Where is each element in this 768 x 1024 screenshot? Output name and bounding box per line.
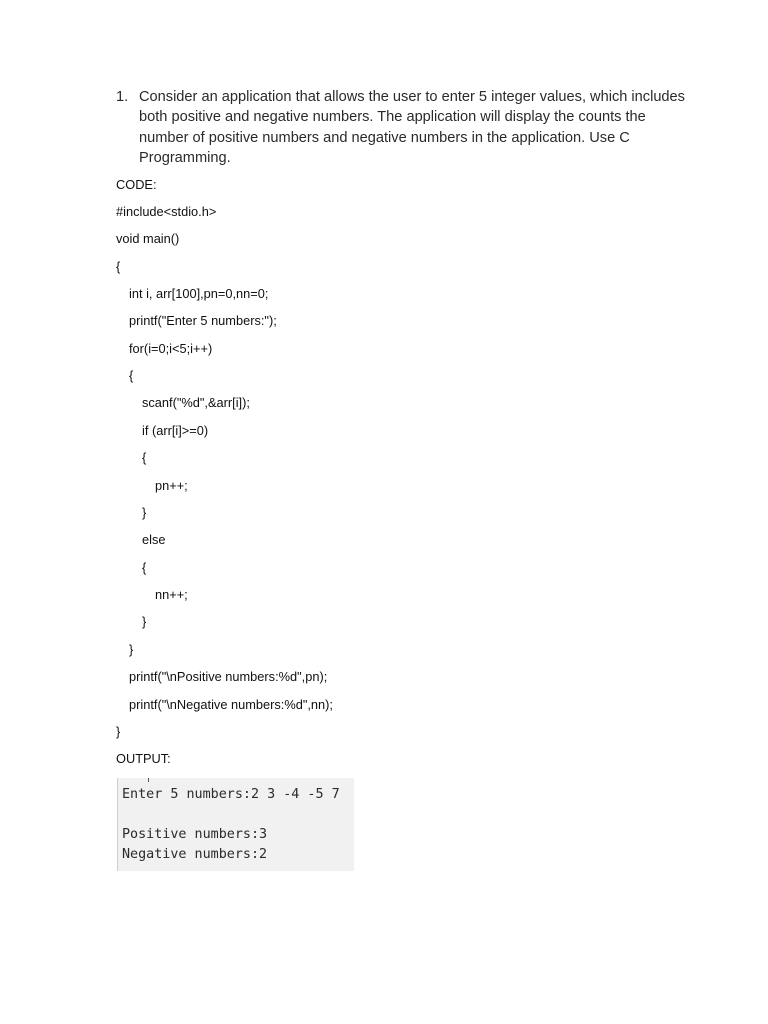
console-line: Enter 5 numbers:2 3 -4 -5 7 [122, 787, 340, 802]
code-line: for(i=0;i<5;i++) [129, 341, 213, 356]
code-line: #include<stdio.h> [116, 204, 217, 219]
code-line: pn++; [155, 478, 188, 493]
console-line: Negative numbers:2 [122, 847, 268, 862]
code-line: } [142, 614, 147, 629]
code-line: void main() [116, 231, 180, 246]
code-line: { [129, 368, 134, 383]
question-item [116, 87, 686, 168]
code-line: { [142, 450, 147, 465]
code-line: nn++; [155, 587, 188, 602]
code-line: { [116, 259, 121, 274]
code-label: CODE: [116, 177, 157, 192]
code-line: } [116, 724, 121, 739]
console-line: Positive numbers:3 [122, 827, 268, 842]
code-line: } [129, 642, 134, 657]
question-number: 1. [116, 89, 129, 105]
console-output-screenshot [117, 778, 354, 871]
code-line: printf("\nPositive numbers:%d",pn); [129, 669, 328, 684]
code-line: printf("Enter 5 numbers:"); [129, 313, 277, 328]
code-line: scanf("%d",&arr[i]); [142, 395, 250, 410]
code-line: if (arr[i]>=0) [142, 423, 209, 438]
code-line: else [142, 532, 166, 547]
question-text: Consider an application that allows the user to enter 5 integer values, which includes both positive and negative numbers. The application will display the counts the number of positive numbers and negative numbers in the application. Use C Programming. [139, 89, 685, 166]
code-line: } [142, 505, 147, 520]
code-line: { [142, 560, 147, 575]
cursor-mark [148, 778, 149, 782]
code-line: int i, arr[100],pn=0,nn=0; [129, 286, 269, 301]
code-line: printf("\nNegative numbers:%d",nn); [129, 697, 333, 712]
output-label: OUTPUT: [116, 751, 171, 766]
